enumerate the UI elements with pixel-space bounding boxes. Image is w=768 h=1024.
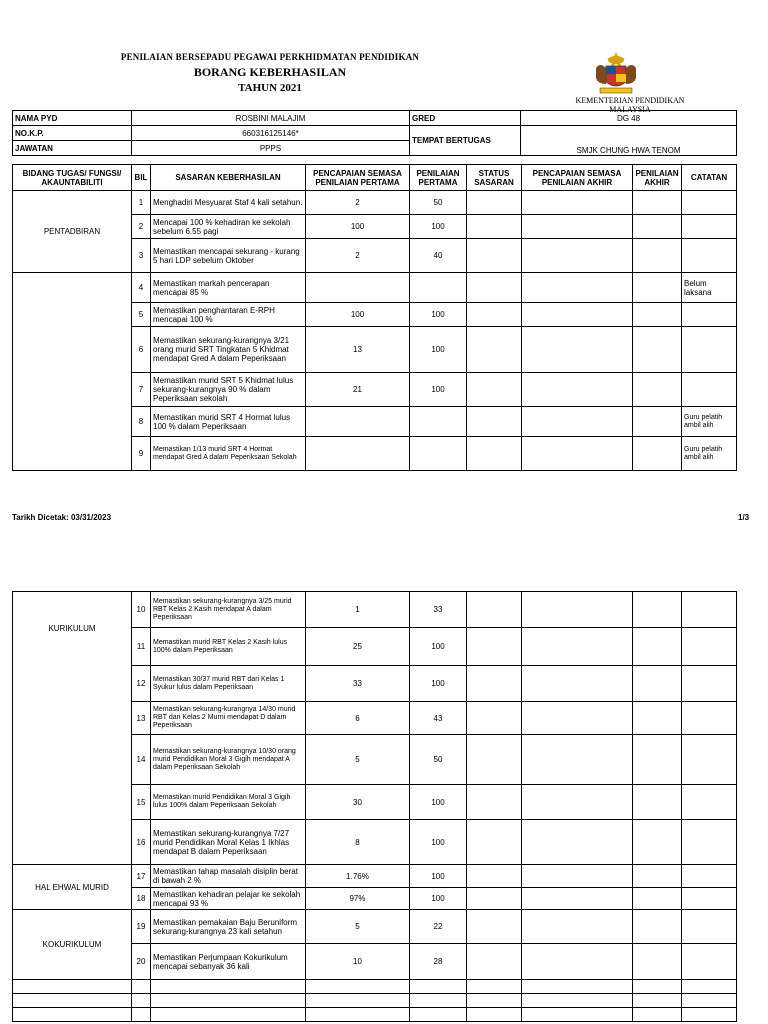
row-sasaran: Memastikan mencapai sekurang - kurang 5 hari LDP sebelum Oktober [151, 239, 306, 273]
print-date: Tarikh Dicetak: 03/31/2023 [12, 513, 112, 522]
section-kokurikulum: KOKURIKULUM [13, 910, 132, 980]
table-row-empty [13, 1008, 737, 1022]
col-penilaian-pertama: PENILAIAN PERTAMA [410, 165, 467, 191]
row-penilaian: 100 [410, 785, 467, 820]
row-penilaian: 28 [410, 944, 467, 980]
col-pencapaian-pertama: PENCAPAIAN SEMASA PENILAIAN PERTAMA [306, 165, 410, 191]
row-penilaian: 100 [410, 215, 467, 239]
row-bil: 18 [132, 888, 151, 910]
tempat-value: SMJK CHUNG HWA TENOM [521, 126, 737, 156]
row-sasaran: Memastikan sekurang-kurangnya 3/25 murid RBT Kelas 2 Kasih mendapat A dalam Peperiksaan [151, 592, 306, 628]
row-sasaran: Memastikan Perjumpaan Kokurikulum mencapai sebanyak 36 kali [151, 944, 306, 980]
table-row-empty [13, 994, 737, 1008]
row-catatan: Guru pelatih ambil alih [682, 437, 737, 471]
row-sasaran: Menghadiri Mesyuarat Staf 4 kali setahun. [151, 191, 306, 215]
row-sasaran: Memastikan kehadiran pelajar ke sekolah mencapai 93 % [151, 888, 306, 910]
row-penilaian: 22 [410, 910, 467, 944]
jawatan-value: PPPS [132, 141, 410, 156]
row-sasaran: Memastikan markah pencerapan mencapai 85 % [151, 273, 306, 303]
col-bidang: BIDANG TUGAS/ FUNGSI/ AKAUNTABILITI [13, 165, 132, 191]
table-row-empty [13, 980, 737, 994]
nokp-label: NO.K.P. [13, 126, 132, 141]
row-sasaran: Memastikan pemakaian Baju Beruniform sekurang-kurangnya 23 kali setahun [151, 910, 306, 944]
row-pencapaian: 100 [306, 303, 410, 327]
row-penilaian: 100 [410, 303, 467, 327]
col-bil: BIL [132, 165, 151, 191]
row-pencapaian: 97% [306, 888, 410, 910]
row-penilaian [410, 437, 467, 471]
row-pencapaian: 21 [306, 373, 410, 407]
row-pencapaian: 2 [306, 191, 410, 215]
form-title: BORANG KEBERHASILAN [193, 65, 347, 79]
performance-table-page2 [12, 591, 737, 1022]
row-sasaran: Memastikan murid SRT 4 Hormat lulus 100 % dalam Peperiksaan [151, 407, 306, 437]
section-hem: HAL EHWAL MURID [13, 865, 132, 910]
row-sasaran: Mencapai 100 % kehadiran ke sekolah sebelum 6.55 pagi [151, 215, 306, 239]
section-pentadbiran: PENTADBIRAN [13, 191, 132, 273]
nama-value: ROSBINI MALAJIM [132, 111, 410, 126]
row-catatan: Guru pelatih ambil alih [682, 407, 737, 437]
row-catatan [682, 327, 737, 373]
row-catatan: Belum laksana [682, 273, 737, 303]
form-program-title: PENILAIAN BERSEPADU PEGAWAI PERKHIDMATAN PENDIDIKAN [120, 52, 420, 62]
table-row [13, 865, 737, 888]
section-kurikulum: KURIKULUM [13, 592, 132, 865]
row-penilaian: 33 [410, 592, 467, 628]
row-sasaran: Memastikan penghantaran E-RPH mencapai 100 % [151, 303, 306, 327]
row-pencapaian: 100 [306, 215, 410, 239]
row-catatan [682, 191, 737, 215]
row-bil: 10 [132, 592, 151, 628]
row-penilaian: 100 [410, 888, 467, 910]
row-penilaian: 43 [410, 702, 467, 735]
row-sasaran: Memastikan murid SRT 5 Khidmat lulus sekurang-kurangnya 90 % dalam Peperiksaan sekolah [151, 373, 306, 407]
row-bil: 16 [132, 820, 151, 865]
employee-info-table [12, 110, 737, 156]
row-sasaran: Memastikan tahap masalah disiplin berat di bawah 2 % [151, 865, 306, 888]
row-penilaian: 100 [410, 820, 467, 865]
tempat-label: TEMPAT BERTUGAS [410, 126, 521, 156]
row-sasaran: Memastikan sekurang-kurangnya 3/21 orang murid SRT Tingkatan 5 Khidmat mendapat Gred A dalam Peperiksaan [151, 327, 306, 373]
table-row [13, 910, 737, 944]
row-catatan [682, 373, 737, 407]
gred-label: GRED [410, 111, 521, 126]
row-penilaian: 40 [410, 239, 467, 273]
col-catatan: CATATAN [682, 165, 737, 191]
row-sasaran: Memastikan murid Pendidikan Moral 3 Gigih lulus 100% dalam Peperiksaan Sekolah [151, 785, 306, 820]
row-penilaian: 100 [410, 865, 467, 888]
row-pencapaian: 6 [306, 702, 410, 735]
row-bil: 19 [132, 910, 151, 944]
row-pencapaian: 5 [306, 735, 410, 785]
row-penilaian: 100 [410, 628, 467, 666]
row-pencapaian: 5 [306, 910, 410, 944]
nama-label: NAMA PYD [13, 111, 132, 126]
col-status: STATUS SASARAN [467, 165, 522, 191]
row-sasaran: Memastikan 1/13 murid SRT 4 Hormat mendapat Gred A dalam Peperiksaan Sekolah [151, 437, 306, 471]
row-pencapaian: 33 [306, 666, 410, 702]
section-kurikulum-continued [13, 273, 132, 471]
gred-value: DG 48 [521, 111, 737, 126]
row-bil: 20 [132, 944, 151, 980]
table-row [13, 592, 737, 628]
row-bil: 8 [132, 407, 151, 437]
row-bil: 14 [132, 735, 151, 785]
malaysia-coat-of-arms-icon [590, 50, 642, 96]
page-number: 1/3 [738, 513, 750, 522]
row-bil: 4 [132, 273, 151, 303]
row-pencapaian: 10 [306, 944, 410, 980]
row-sasaran: Memastikan sekurang-kurangnya 7/27 murid Pendidikan Moral Kelas 1 Ikhlas mendapat B dalam Peperiksaan [151, 820, 306, 865]
row-bil: 7 [132, 373, 151, 407]
performance-table-page1 [12, 164, 737, 471]
jawatan-label: JAWATAN [13, 141, 132, 156]
row-pencapaian: 2 [306, 239, 410, 273]
row-penilaian [410, 407, 467, 437]
row-bil: 17 [132, 865, 151, 888]
row-penilaian: 50 [410, 735, 467, 785]
row-pencapaian [306, 407, 410, 437]
row-pencapaian [306, 437, 410, 471]
form-year: TAHUN 2021 [238, 82, 302, 94]
row-bil: 15 [132, 785, 151, 820]
row-bil: 12 [132, 666, 151, 702]
row-catatan [682, 215, 737, 239]
row-penilaian: 100 [410, 327, 467, 373]
row-pencapaian: 13 [306, 327, 410, 373]
row-sasaran: Memastikan 30/37 murid RBT dari Kelas 1 Syukur lulus dalam Peperiksaan [151, 666, 306, 702]
row-bil: 9 [132, 437, 151, 471]
row-sasaran: Memastikan murid RBT Kelas 2 Kasih lulus 100% dalam Peperiksaan [151, 628, 306, 666]
row-sasaran: Memastikan sekurang-kurangnya 14/30 murid RBT dari Kelas 2 Murni mendapat D dalam Peperiksaan [151, 702, 306, 735]
row-penilaian: 100 [410, 373, 467, 407]
row-bil: 5 [132, 303, 151, 327]
row-pencapaian: 1.76% [306, 865, 410, 888]
row-bil: 3 [132, 239, 151, 273]
row-penilaian: 50 [410, 191, 467, 215]
row-bil: 11 [132, 628, 151, 666]
row-pencapaian: 1 [306, 592, 410, 628]
col-sasaran: SASARAN KEBERHASILAN [151, 165, 306, 191]
row-penilaian [410, 273, 467, 303]
col-penilaian-akhir: PENILAIAN AKHIR [633, 165, 682, 191]
row-bil: 6 [132, 327, 151, 373]
row-pencapaian: 8 [306, 820, 410, 865]
row-bil: 13 [132, 702, 151, 735]
row-pencapaian: 30 [306, 785, 410, 820]
row-catatan [682, 239, 737, 273]
row-pencapaian: 25 [306, 628, 410, 666]
row-penilaian: 100 [410, 666, 467, 702]
row-pencapaian [306, 273, 410, 303]
table-row [13, 191, 737, 215]
table-row [13, 273, 737, 303]
row-sasaran: Memastikan sekurang-kurangnya 10/30 orang murid Pendidikan Moral 3 Gigih mendapat A dalam Peperiksaan Sekolah [151, 735, 306, 785]
ministry-name: KEMENTERIAN PENDIDIKAN MALAYSIA [575, 96, 685, 114]
row-bil: 2 [132, 215, 151, 239]
col-pencapaian-akhir: PENCAPAIAN SEMASA PENILAIAN AKHIR [522, 165, 633, 191]
row-catatan [682, 303, 737, 327]
row-bil: 1 [132, 191, 151, 215]
nokp-value: 660316125146* [132, 126, 410, 141]
